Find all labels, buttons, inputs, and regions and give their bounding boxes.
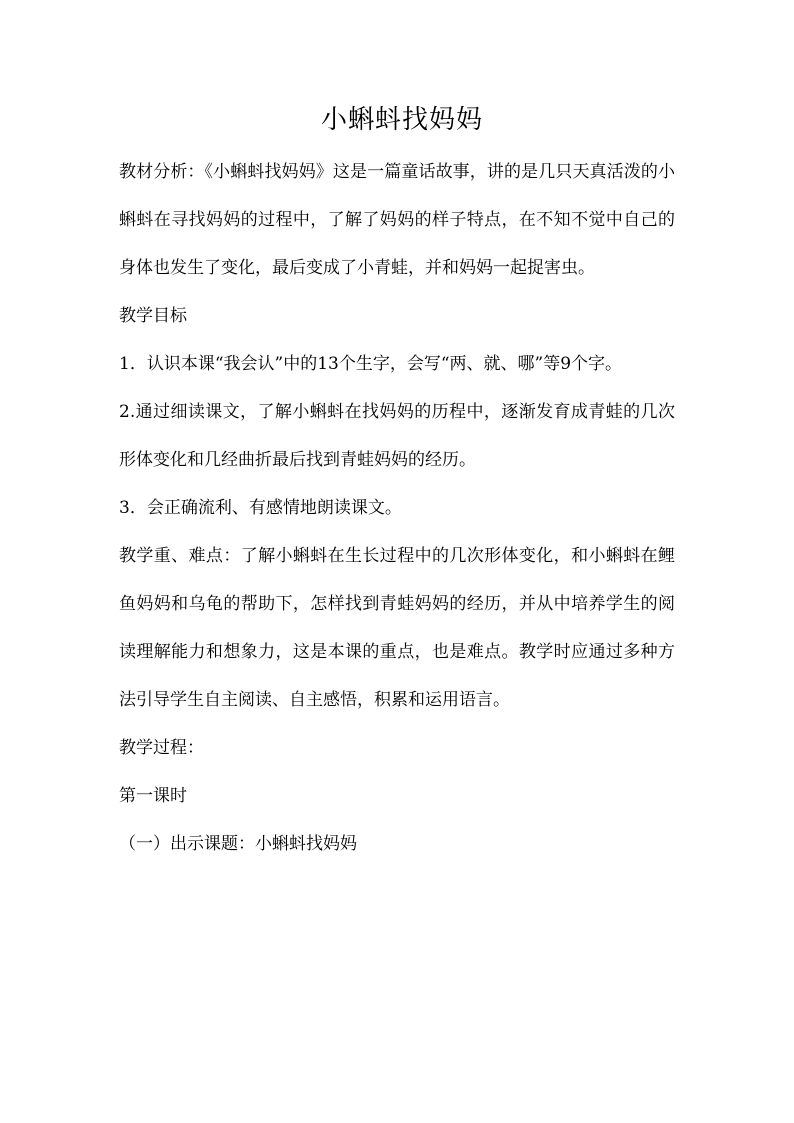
paragraph-first-lesson: 第一课时: [119, 786, 187, 806]
paragraph-teaching-process-heading: 教学过程：: [119, 738, 204, 758]
document-body: [119, 148, 675, 868]
paragraph-goal-1: 1．认识本课“我会认”中的13个生字，会写“两、就、哪”等9个字。: [119, 354, 623, 374]
document-title: 小蝌蚪找妈妈: [320, 105, 483, 135]
paragraph-goal-3: 3．会正确流利、有感情地朗读课文。: [119, 498, 402, 518]
paragraph-teaching-goals-heading: 教学目标: [119, 306, 187, 326]
paragraph-goal-2: 2.通过细读课文，了解小蝌蚪在找妈妈的历程中，逐渐发育成青蛙的几次形体变化和几经曲折最后找到青蛙妈妈的经历。: [119, 402, 675, 470]
paragraph-key-difficult-points: 教学重、难点：了解小蝌蚪在生长过程中的几次形体变化，和小蝌蚪在鲤鱼妈妈和乌龟的帮助下，怎样找到青蛙妈妈的经历，并从中培养学生的阅读理解能力和想象力，这是本课的重点，也是难点。教学时应通过多种方法引导学生自主阅读、自主感悟，积累和运用语言。: [119, 546, 675, 710]
paragraph-show-topic: （一）出示课题：小蝌蚪找妈妈: [119, 834, 357, 854]
paragraph-textbook-analysis: 教材分析：《小蝌蚪找妈妈》这是一篇童话故事，讲的是几只天真活泼的小蝌蚪在寻找妈妈的过程中，了解了妈妈的样子特点，在不知不觉中自己的身体也发生了变化，最后变成了小青蛙，并和妈妈一起捉害虫。: [119, 162, 675, 278]
